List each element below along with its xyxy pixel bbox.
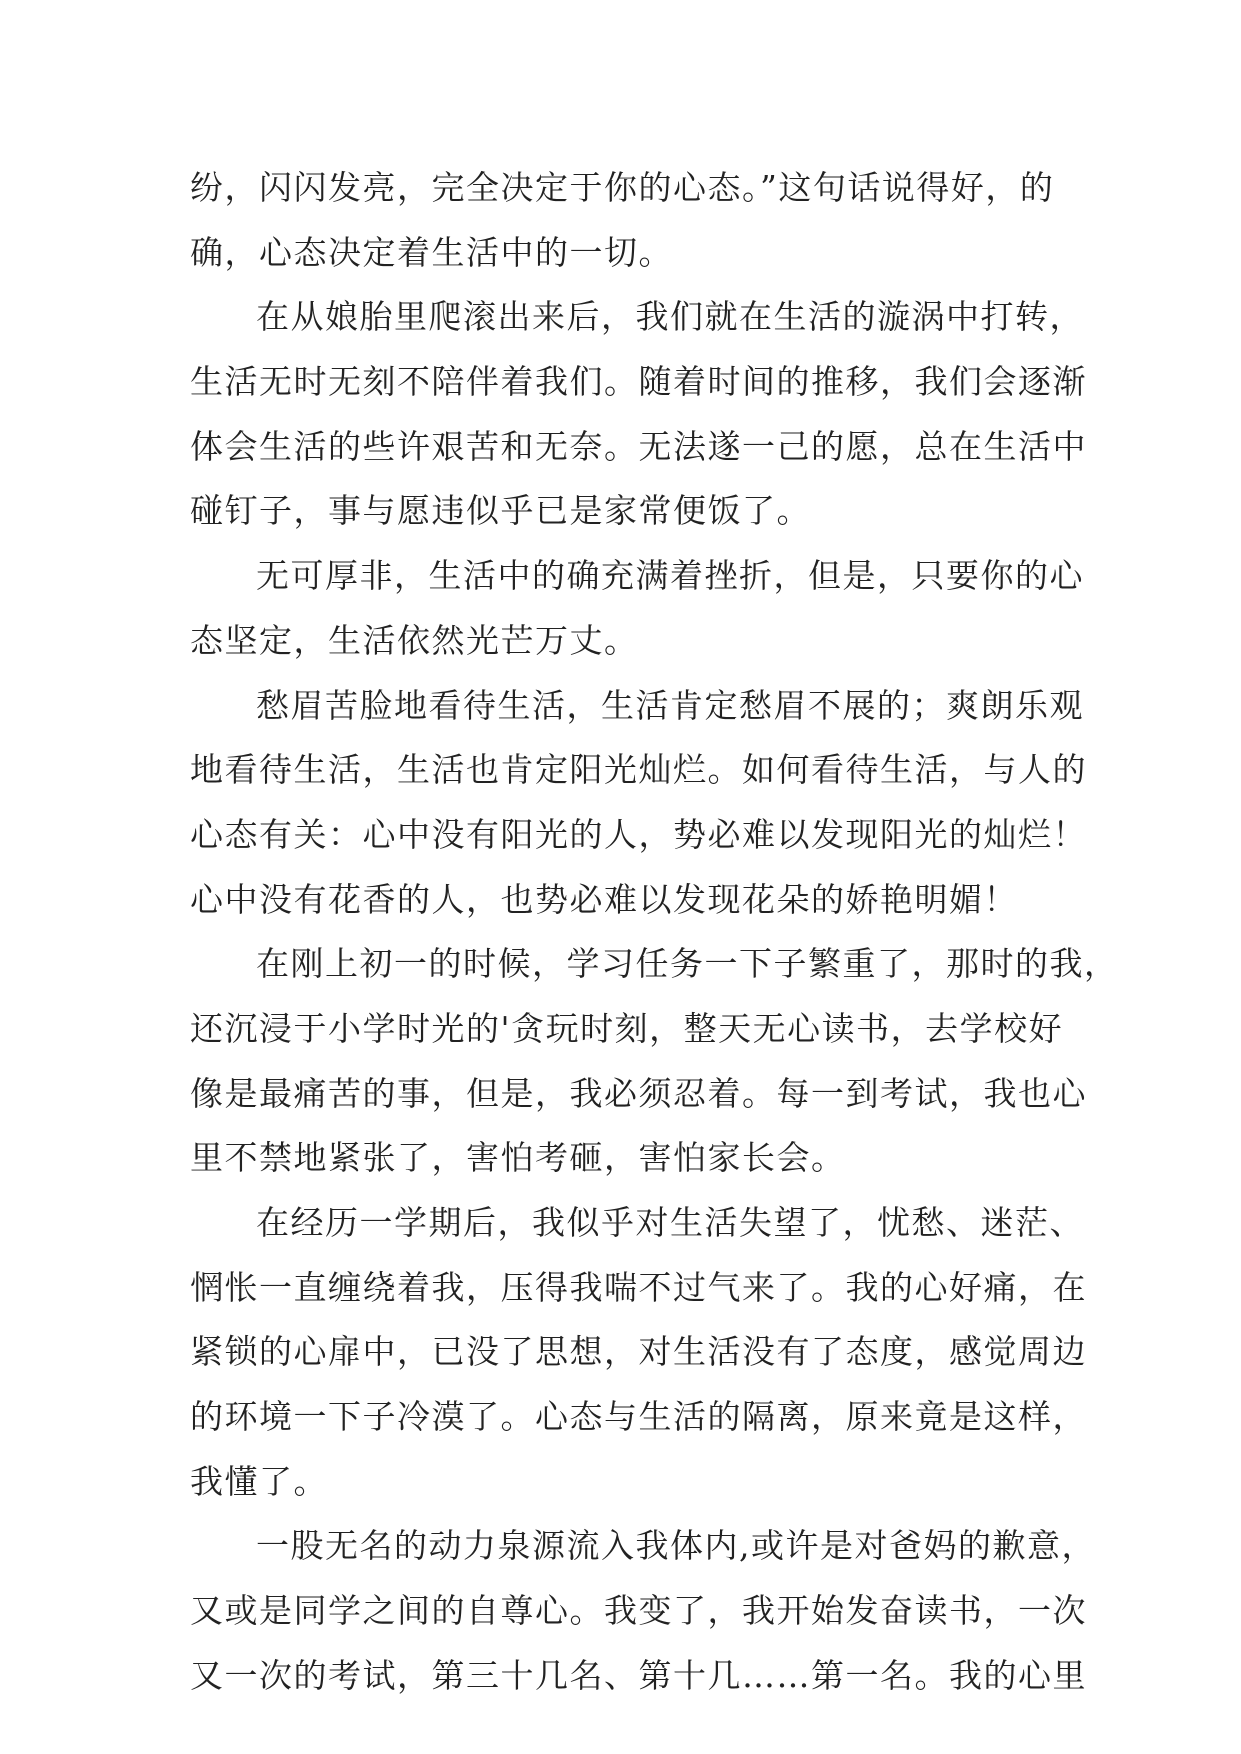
paragraph — [190, 1514, 1096, 1708]
text-line: 紧锁的心扉中，已没了思想，对生活没有了态度，感觉周边 — [190, 1332, 1087, 1372]
paragraph — [190, 932, 1119, 1191]
text-line: 里不禁地紧张了，害怕考砸，害怕家长会。 — [190, 1138, 846, 1178]
text-line: 又一次的考试，第三十几名、第十几……第一名。我的心里 — [190, 1655, 1087, 1695]
paragraph — [190, 285, 1087, 544]
text-line: 的环境一下子冷漠了。心态与生活的隔离，原来竟是这样， — [190, 1397, 1087, 1437]
text-line: 碰钉子，事与愿违似乎已是家常便饭了。 — [190, 491, 811, 531]
paragraph — [190, 156, 1070, 285]
text-line: 我懂了。 — [190, 1461, 328, 1501]
text-line: 在刚上初一的时候，学习任务一下子繁重了，那时的我， — [256, 944, 1119, 984]
text-line: 在经历一学期后，我似乎对生活失望了，忧愁、迷茫、 — [256, 1203, 1084, 1242]
text-line: 又或是同学之间的自尊心。我变了，我开始发奋读书，一次 — [190, 1591, 1087, 1631]
paragraph — [190, 544, 1084, 673]
text-line: 无可厚非，生活中的确充满着挫折，但是，只要你的心 — [256, 556, 1084, 596]
text-line: 心态有关：心中没有阳光的人，势必难以发现阳光的灿烂！ — [190, 814, 1087, 854]
text-line: 还沉浸于小学时光的'贪玩时刻，整天无心读书，去学校好 — [190, 1008, 1064, 1048]
text-line: 体会生活的些许艰苦和无奈。无法遂一己的愿，总在生活中 — [190, 426, 1087, 466]
text-line: 确，心态决定着生活中的一切。 — [190, 232, 673, 272]
text-line: 地看待生活，生活也肯定阳光灿烂。如何看待生活，与人的 — [190, 750, 1087, 790]
text-line: 愁眉苦脸地看待生活，生活肯定愁眉不展的；爽朗乐观 — [256, 685, 1084, 725]
text-line: 生活无时无刻不陪伴着我们。随着时间的推移，我们会逐渐 — [190, 362, 1087, 402]
paragraph — [190, 674, 1087, 933]
document-body — [190, 156, 1119, 1709]
text-line: 心中没有花香的人，也势必难以发现花朵的娇艳明媚！ — [190, 879, 1018, 919]
text-line: 纷，闪闪发亮，完全决定于你的心态。”这句话说得好，的 — [190, 168, 1055, 207]
paragraph — [190, 1191, 1087, 1514]
text-line: 像是最痛苦的事，但是，我必须忍着。每一到考试，我也心 — [190, 1073, 1087, 1113]
text-line: 在从娘胎里爬滚出来后，我们就在生活的漩涡中打转， — [256, 297, 1084, 337]
text-line: 态坚定，生活依然光芒万丈。 — [190, 620, 639, 660]
text-line: 惘怅一直缠绕着我，压得我喘不过气来了。我的心好痛，在 — [190, 1267, 1087, 1307]
text-line: 一股无名的动力泉源流入我体内,或许是对爸妈的歉意， — [256, 1526, 1096, 1566]
